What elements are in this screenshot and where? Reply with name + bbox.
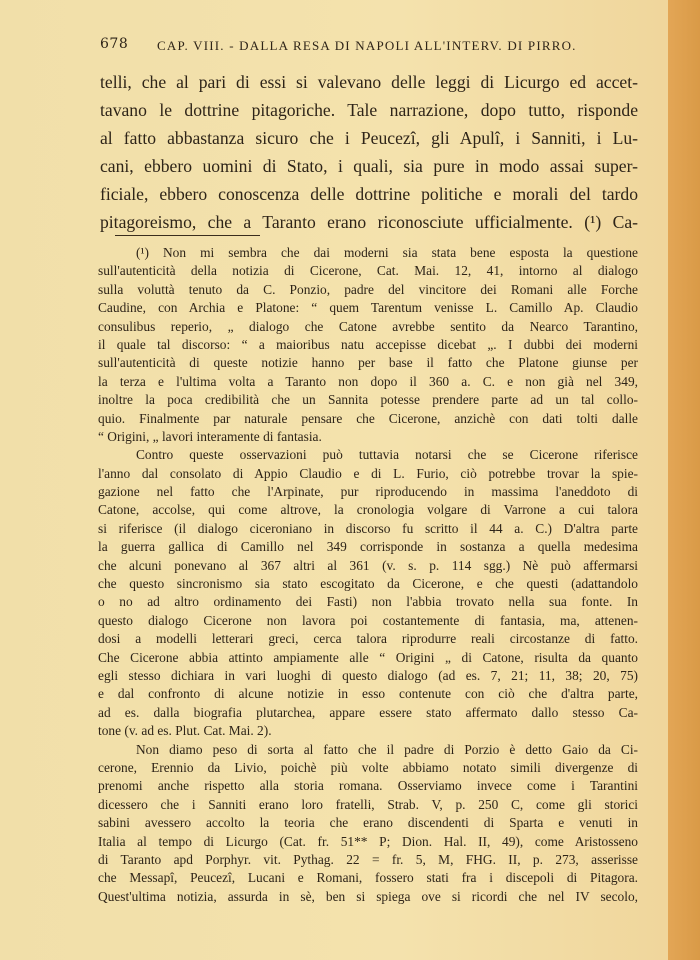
footnote-line: la guerra gallica di Camillo nel 349 corrisponde in sostanza a quella medesima — [98, 539, 638, 555]
footnote-line: dicessero che i Sanniti erano loro fratelli, Strab. V, p. 250 C, come gli storici — [98, 796, 638, 812]
footnote-block — [98, 244, 638, 906]
main-line: al fatto abbastanza sicuro che i Peucezî, gli Apulî, i Sanniti, i Lu- — [100, 128, 638, 148]
footnote-line: sulla voluttà tenuto da C. Ponzio, padre del vincitore dei Romani alle Forche — [98, 281, 638, 297]
main-line: cani, ebbero uomini di Stato, i quali, sia pure in modo assai super- — [100, 156, 638, 176]
footnote-line: e dal confronto di alcune notizie in esso contenute con ciò che d'altra parte, — [98, 686, 638, 702]
main-line: ficiale, ebbero conoscenza delle dottrine politiche e morali del tardo — [100, 184, 638, 204]
footnote-line: sull'autenticità della notizia di Cicerone, Cat. Mai. 12, 41, intorno al dialogo — [98, 263, 638, 279]
page-number: 678 — [100, 36, 129, 52]
main-line: tavano le dottrine pitagoriche. Tale narrazione, dopo tutto, risponde — [100, 100, 638, 120]
footnote-line: questo dialogo Cicerone non lavora poi costantemente di fantasia, ma, attenen- — [98, 612, 638, 628]
footnote-line: cerone, Erennio da Livio, poichè più volte abbiamo notato simili divergenze di — [98, 759, 638, 775]
footnote-line: egli stesso dichiara in vari luoghi di questo dialogo (ad es. 7, 21; 11, 38; 20, 75) — [98, 667, 638, 683]
footnote-line: Che Cicerone abbia attinto ampiamente alle “ Origini „ di Catone, risulta da quanto — [98, 649, 638, 665]
page-edge — [668, 0, 700, 960]
footnote-line: Non diamo peso di sorta al fatto che il padre di Porzio è detto Gaio da Ci- — [136, 741, 638, 757]
running-header — [100, 36, 640, 56]
footnote-line: consulibus reperio, „ dialogo che Catone avrebbe sentito da Nearco Tarantino, — [98, 318, 638, 334]
footnote-line: sabini avessero accolto la teoria che erano discendenti di Sparta e venuti in — [98, 815, 638, 831]
footnote-line: ad es. dalla biografia plutarchea, appare essere stato affermato dallo stesso Ca- — [98, 704, 638, 720]
footnote-line: Caudine, con Archia e Platone: “ quem Tarentum venisse L. Camillo Ap. Claudio — [98, 300, 638, 316]
footnote-line: prenomi anche rispetto alla storia romana. Osserviamo invece come i Tarantini — [98, 778, 638, 794]
footnote-line: Quest'ultima notizia, assurda in sè, ben si spiega ove si ricordi che nel IV secolo, — [98, 888, 638, 904]
footnote-separator — [115, 235, 260, 236]
main-line: telli, che al pari di essi si valevano delle leggi di Licurgo ed accet- — [100, 72, 638, 92]
footnote-line: di Taranto apd Porphyr. vit. Pythag. 22 = fr. 5, M, FHG. II, p. 273, asserisse — [98, 851, 638, 867]
footnote-line: “ Origini, „ lavori interamente di fantasia. — [98, 428, 322, 444]
footnote-line: dosi a modelli letterari greci, cerca talora riprodurre reali circostanze di fatto. — [98, 631, 638, 647]
footnote-line: l'anno dal consolato di Appio Claudio e di L. Furio, ciò potrebbe trovar la spie- — [98, 465, 638, 481]
footnote-line: che alcuni ponevano al 367 altri al 361 (v. s. p. 114 sgg.) Nè può affermarsi — [98, 557, 638, 573]
footnote-line: Catone, accolse, qui come altrove, la cronologia volgare di Varrone a cui talora — [98, 502, 638, 518]
main-line: pitagoreismo, che a Taranto erano riconosciute ufficialmente. (¹) Ca- — [100, 212, 638, 232]
footnote-line: Italia al tempo di Licurgo (Cat. fr. 51** P; Dion. Hal. II, 49), come Aristosseno — [98, 833, 638, 849]
footnote-line: quio. Finalmente par naturale pensare che Cicerone, anzichè con dati tolti dalle — [98, 410, 638, 426]
footnote-line: gazione nel fatto che l'Arpinate, pur riproducendo in massima l'aneddoto di — [98, 484, 638, 500]
footnote-line: si riferisce (il dialogo ciceroniano in discorso fu scritto il 44 a. C.) D'altra parte — [98, 520, 638, 536]
footnote-line: la terza e l'ultima volta a Taranto non dopo il 360 a. C. e non già nel 349, — [98, 373, 638, 389]
footnote-line: che questo sincronismo sia stato escogitato da Cicerone, e che questi (adattandolo — [98, 576, 638, 592]
footnote-line: inoltre la poca credibilità che un Sannita potesse prendere parte ad un tal collo- — [98, 392, 638, 408]
running-title: CAP. VIII. - DALLA RESA DI NAPOLI ALL'INTERV. DI PIRRO. — [157, 38, 577, 53]
footnote-line: tone (v. ad es. Plut. Cat. Mai. 2). — [98, 723, 272, 739]
footnote-line: che Messapî, Peucezî, Lucani e Romani, fossero stati fra i discepoli di Pitagora. — [98, 870, 638, 886]
footnote-line: il quale tal discorso: “ a maioribus natu accepisse dicebat „. I dubbi dei moderni — [98, 336, 638, 352]
footnote-line: Contro queste osservazioni può tuttavia notarsi che se Cicerone riferisce — [136, 447, 638, 463]
main-text — [100, 68, 638, 236]
footnote-line: o no ad altro ordinamento dei Fasti) non l'abbia trovato nella sua fonte. In — [98, 594, 638, 610]
footnote-line: sull'autenticità di queste notizie hanno per base il fatto che Platone giunse per — [98, 355, 638, 371]
footnote-line: (¹) Non mi sembra che dai moderni sia stata bene esposta la questione — [136, 245, 638, 260]
